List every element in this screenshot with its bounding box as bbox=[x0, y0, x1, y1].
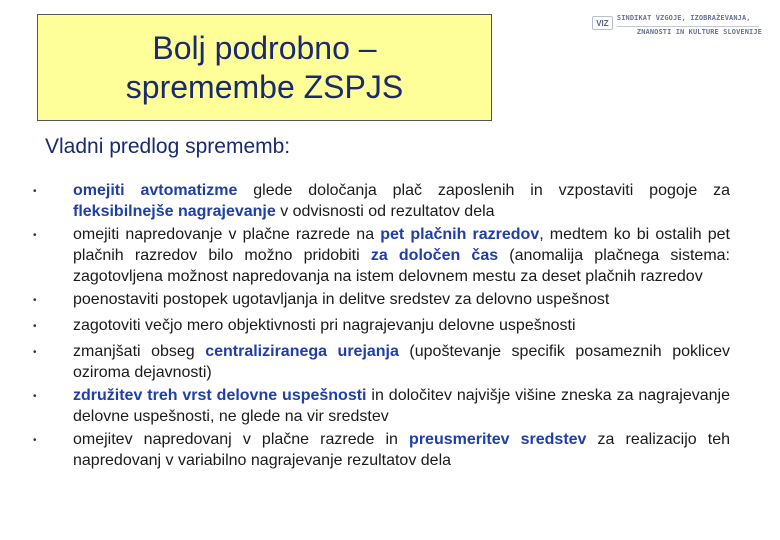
bullet-item bbox=[32, 224, 730, 287]
bullet-text-segment: poenostaviti postopek ugotavljanja in delitve sredstev za delovno uspešnost bbox=[73, 291, 610, 308]
bullet-text bbox=[73, 315, 730, 336]
highlighted-text: centraliziranega urejanja bbox=[205, 343, 399, 360]
bullet-item bbox=[32, 180, 730, 222]
bullet-text bbox=[73, 385, 730, 427]
bullet-item bbox=[32, 341, 730, 383]
bullet-dot: • bbox=[33, 321, 37, 332]
bullet-item bbox=[32, 429, 730, 471]
bullet-item bbox=[32, 289, 730, 313]
bullet-text bbox=[73, 224, 730, 287]
bullet-dot: • bbox=[33, 295, 37, 306]
union-logo-mark: VIZ bbox=[592, 16, 613, 30]
bullet-text-segment: zmanjšati obseg bbox=[73, 343, 206, 360]
bullet-text bbox=[73, 341, 730, 383]
bullet-text-segment: omejiti napredovanje v plačne razrede na bbox=[73, 226, 381, 243]
bullet-text-segment: zagotoviti večjo mero objektivnosti pri nagrajevanju delovne uspešnosti bbox=[73, 317, 576, 334]
bullet-text-segment: glede določanja plač zaposlenih in vzpostaviti pogoje za bbox=[237, 182, 731, 199]
highlighted-text: pet plačnih razredov bbox=[380, 226, 540, 243]
union-logo bbox=[592, 14, 762, 46]
bullet-item bbox=[32, 315, 730, 339]
bullet-text-segment: , medtem ko bi ostalih pet plačnih razredov bilo možno pridobiti bbox=[73, 226, 730, 264]
highlighted-text: združitev treh vrst delovne uspešnosti bbox=[73, 387, 367, 404]
union-logo-line-1: SINDIKAT VZGOJE, IZOBRAŽEVANJA, bbox=[616, 14, 751, 22]
slide-title-line-1: Bolj podrobno – bbox=[152, 29, 377, 66]
bullet-text-segment: (upoštevanje specifik posameznih poklicev oziroma dejavnosti) bbox=[73, 343, 731, 381]
bullet-text bbox=[73, 180, 730, 222]
highlighted-text: za določen čas bbox=[370, 247, 499, 264]
slide-title-line-2: spremembe ZSPJS bbox=[125, 68, 404, 105]
bullet-text-segment: in določitev najvišje višine zneska za nagrajevanje delovne uspešnosti, ne glede na vir sredstev bbox=[73, 387, 731, 425]
bullet-list bbox=[32, 180, 730, 473]
bullet-text-segment: v odvisnosti od rezultatov dela bbox=[275, 203, 495, 220]
bullet-text-segment: (anomalija plačnega sistema: zagotovljena možnost napredovanja na istem delovnem mestu za deset plačnih razredov bbox=[73, 247, 730, 285]
bullet-item bbox=[32, 385, 730, 427]
highlighted-text: omejiti avtomatizme bbox=[73, 182, 238, 199]
union-logo-text bbox=[617, 14, 762, 37]
bullet-dot: • bbox=[33, 230, 37, 241]
union-logo-divider bbox=[617, 26, 759, 27]
bullet-dot: • bbox=[33, 186, 37, 197]
bullet-dot: • bbox=[33, 391, 37, 402]
slide-title-box bbox=[37, 14, 492, 121]
bullet-text bbox=[73, 289, 730, 310]
bullet-text bbox=[73, 429, 730, 471]
bullet-text-segment: omejitev napredovanj v plačne razrede in bbox=[73, 431, 410, 448]
union-logo-line-2: ZNANOSTI IN KULTURE SLOVENIJE bbox=[636, 28, 762, 36]
bullet-dot: • bbox=[33, 347, 37, 358]
slide-title bbox=[126, 29, 403, 107]
slide-subtitle: Vladni predlog sprememb: bbox=[45, 135, 291, 158]
bullet-text-segment: za realizacijo teh napredovanj v variabilno nagrajevanje rezultatov dela bbox=[73, 431, 731, 469]
highlighted-text: fleksibilnejše nagrajevanje bbox=[73, 203, 276, 220]
bullet-dot: • bbox=[33, 435, 37, 446]
highlighted-text: preusmeritev sredstev bbox=[409, 431, 587, 448]
